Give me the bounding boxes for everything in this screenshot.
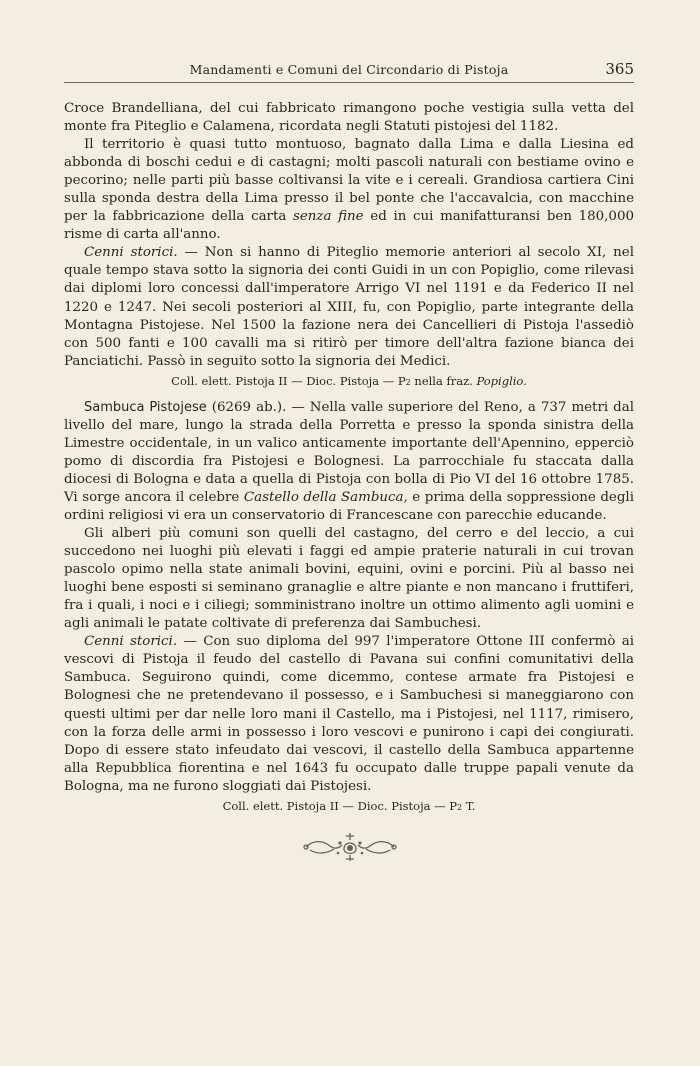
running-header xyxy=(64,60,634,83)
reference-superscript: 2 xyxy=(405,377,411,387)
paragraph-text: e prima della soppressione degli ordini religiosi vi era un conservatorio di Francescane con parecchie educande. xyxy=(64,489,634,523)
page-number: 365 xyxy=(605,60,634,78)
page-body xyxy=(64,100,634,824)
paragraph xyxy=(64,633,634,795)
section-label: Cenni storici. xyxy=(84,245,178,261)
paragraph-text: Croce Brandelliana, del cui fabbricato rimangono poche vestigia sulla vetta del monte fra Piteglio e Calamena, ricordata negli Statuti pistojesi del 1182. xyxy=(64,101,634,135)
reference-line xyxy=(64,798,634,816)
decorative-fleuron-icon xyxy=(300,825,400,865)
paragraph xyxy=(64,136,634,244)
header-title: Mandamenti e Comuni del Circondario di Pistoja xyxy=(189,62,509,77)
paragraph xyxy=(64,100,634,136)
reference-text: nella fraz. xyxy=(414,373,473,388)
section-label: Cenni storici. xyxy=(84,634,178,650)
paragraph xyxy=(64,525,634,633)
paragraph-text: ed in cui manifatturansi ben 180,000 risme di carta all'anno. xyxy=(64,209,634,243)
paragraph-text: (6269 ab.). — Nella valle superiore del Reno, a 737 metri dal livello del mare, lungo la strada della Porretta e presso la sponda sinistra della Limestre occidentale, in un valico anticamente importante dell'Apennino, epperciò pomo di discordia fra Pistojesi e Bolognesi. La parrocchiale fu staccata dalla diocesi di Bologna e data a quella di Pistoja con bolla di Pio VI del 16 ottobre 1785. Vi sorge ancora il celebre xyxy=(64,399,634,505)
paragraph-text: Il territorio è quasi tutto montuoso, bagnato dalla Lima e dalla Liesina ed abbonda di boschi cedui e di castagni; molti pascoli naturali con bestiame ovino e pecorino; nelle parti più basse coltivansi la vite e i cereali. Grandiosa cartiera Cini sulla sponda destra della Lima presso il bel ponte che l'accavalcia, con macchine per la fabbricazione della carta xyxy=(64,137,634,225)
italic-text: senza fine xyxy=(293,209,364,225)
reference-text: T. xyxy=(465,798,476,813)
paragraph-text: — Non si hanno di Piteglio memorie anteriori al secolo XI, nel quale tempo stava sotto la signoria dei conti Guidi in un con Popiglio, come rilevasi dai diplomi loro concessi dall'imperatore Arrigo VI nel 1191 e da Federico II nel 1220 e 1247. Nei secoli posteriori al XIII, fu, con Popiglio, parte integrante della Montagna Pistojese. Nel 1500 la fazione nera dei Cancellieri di Pistoja l'assediò con 500 fanti e 100 cavalli ma si ritirò per timore dell'altra fazione bianca dei Panciatichi. Passò in seguito sotto la signoria dei Medici. xyxy=(64,245,634,369)
italic-text: Castello della Sambuca, xyxy=(243,489,408,505)
paragraph xyxy=(64,244,634,370)
paragraph-text: Gli alberi più comuni son quelli del castagno, del cerro e del leccio, a cui succedono nei luoghi più elevati i faggi ed ampie praterie naturali in cui trovan pascolo opimo nella state animali bovini, equini, ovini e porcini. Più al basso nei luoghi bene esposti si seminano granaglie e altre piante e non mancano i fruttiferi, fra i quali, i noci e i ciliegi; somministrano inoltre un ottimo alimento agli uomini e agli animali le patate coltivate di preferenza dai Sambuchesi. xyxy=(64,526,634,632)
reference-italic: Popiglio. xyxy=(476,373,527,388)
reference-superscript: 2 xyxy=(457,802,463,812)
paragraph xyxy=(64,399,634,525)
entry-name: Sambuca Pistojese xyxy=(84,399,207,415)
reference-line xyxy=(64,373,634,391)
paragraph-text: — Con suo diploma del 997 l'imperatore Ottone III confermò ai vescovi di Pistoja il feudo del castello di Pavana sui confini comunitativi della Sambuca. Seguirono quindi, come dicemmo, contese armate fra Pistojesi e Bolognesi che ne pretendevano il possesso, e i Sambuchesi si maneggiarono con questi ultimi per dar nelle loro mani il Castello, ma i Pistojesi, nel 1117, rimisero, con la forza delle armi in possesso i loro vescovi e punirono i capi dei congiurati. Dopo di essere stato infeudato dai vescovi, il castello della Sambuca appartenne alla Repubblica fiorentina e nel 1643 fu occupato dalle truppe papali venute da Bologna, ma ne furono sloggiati dai Pistojesi. xyxy=(64,634,634,794)
reference-text: Coll. elett. Pistoja II — Dioc. Pistoja — P xyxy=(222,798,458,813)
reference-text: Coll. elett. Pistoja II — Dioc. Pistoja — P xyxy=(171,373,406,388)
